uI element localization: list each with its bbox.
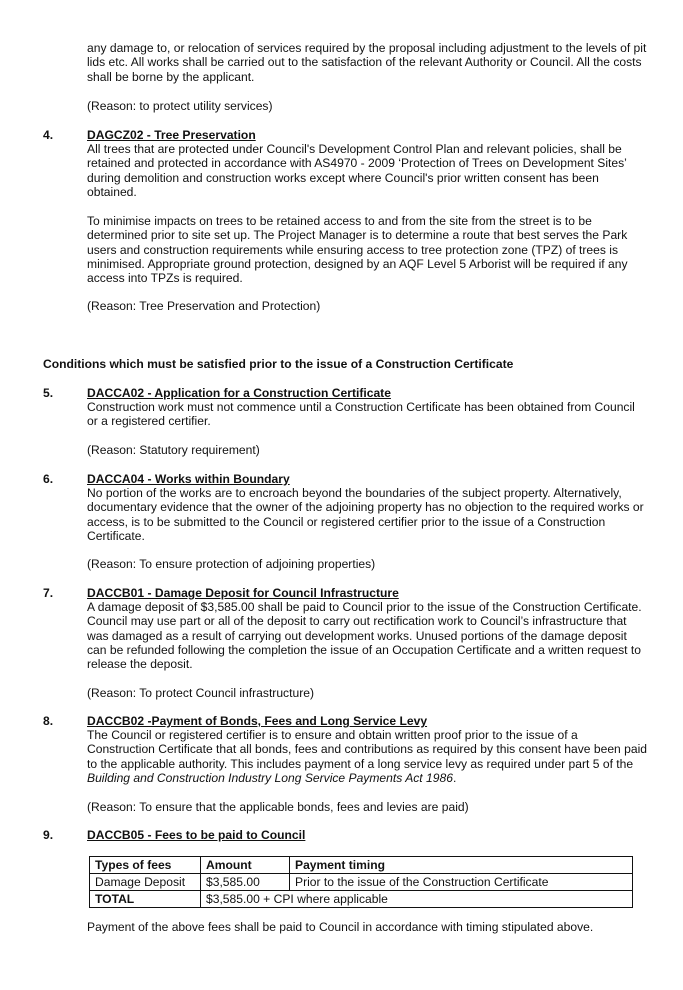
- section-heading: Conditions which must be satisfied prior to the issue of a Construction Certificate: [43, 357, 514, 371]
- condition-6-paragraph: No portion of the works are to encroach beyond the boundaries of the subject property. Alternatively, documentary evidence that the owner of the adjoining property has no objection to the required works or access, is to be submitted to the Council or registered certifier prior to the issue of a Construction Certificate.: [87, 486, 644, 543]
- condition-9-title: DACCB05 - Fees to be paid to Council: [87, 828, 306, 842]
- condition-4-reason: (Reason: Tree Preservation and Protection): [87, 299, 321, 313]
- condition-8-text-end: .: [452, 770, 457, 785]
- condition-8-paragraph: [87, 728, 647, 785]
- condition-8-number: 8.: [43, 714, 54, 728]
- header-types-of-fees: Types of fees: [90, 857, 201, 874]
- intro-paragraph: any damage to, or relocation of services required by the proposal including adjustment to the levels of pit lids etc. All works shall be carried out to the satisfaction of the relevant Authority or Council. All the costs shall be borne by the applicant.: [87, 41, 647, 84]
- condition-6-number: 6.: [43, 472, 54, 486]
- condition-7-title: DACCB01 - Damage Deposit for Council Infrastructure: [87, 586, 399, 600]
- fees-table-header-row: [90, 857, 633, 874]
- condition-4-number: 4.: [43, 128, 54, 142]
- header-payment-timing: Payment timing: [290, 857, 633, 874]
- condition-4-title: DAGCZ02 - Tree Preservation: [87, 128, 256, 142]
- condition-6-reason: (Reason: To ensure protection of adjoining properties): [87, 557, 376, 571]
- table-row: [90, 874, 633, 891]
- cell-payment-timing: Prior to the issue of the Construction Certificate: [290, 874, 633, 891]
- condition-7-number: 7.: [43, 586, 54, 600]
- intro-reason: (Reason: to protect utility services): [87, 99, 273, 113]
- condition-5-number: 5.: [43, 386, 54, 400]
- condition-8-reason: (Reason: To ensure that the applicable bonds, fees and levies are paid): [87, 800, 469, 814]
- condition-5-reason: (Reason: Statutory requirement): [87, 443, 260, 457]
- condition-5-paragraph: Construction work must not commence until a Construction Certificate has been obtained from Council or a registered certifier.: [87, 400, 635, 429]
- fees-table: [89, 856, 633, 908]
- condition-4-paragraph-1: All trees that are protected under Council's Development Control Plan and relevant policies, shall be retained and protected in accordance with AS4970 - 2009 ‘Protection of Trees on Development Sites’ during demolition and construction works except where Council's prior written consent has been obtained.: [87, 142, 627, 199]
- table-total-row: [90, 891, 633, 908]
- condition-5-title: DACCA02 - Application for a Construction Certificate: [87, 386, 391, 400]
- act-name: Building and Construction Industry Long Service Payments Act 1986: [87, 770, 453, 785]
- condition-6-title: DACCA04 - Works within Boundary: [87, 472, 290, 486]
- condition-7-reason: (Reason: To protect Council infrastructure): [87, 686, 314, 700]
- cell-amount: $3,585.00: [201, 874, 290, 891]
- header-amount: Amount: [201, 857, 290, 874]
- condition-7-paragraph: A damage deposit of $3,585.00 shall be paid to Council prior to the issue of the Construction Certificate. Council may use part or all of the deposit to carry out rectification work to Council’s infrastructure that was damaged as a result of carrying out development works. Unused portions of the damage deposit can be refunded following the completion the issue of an Occupation Certificate and a written request to release the deposit.: [87, 600, 642, 672]
- condition-8-title: DACCB02 -Payment of Bonds, Fees and Long Service Levy: [87, 714, 428, 728]
- condition-9-after-text: Payment of the above fees shall be paid to Council in accordance with timing stipulated above.: [87, 920, 594, 934]
- condition-9-number: 9.: [43, 828, 54, 842]
- cell-total-label: TOTAL: [90, 891, 201, 908]
- condition-4-paragraph-2: To minimise impacts on trees to be retained access to and from the site from the street is to be determined prior to site set up. The Project Manager is to determine a route that best serves the Park users and construction requirements while ensuring access to tree protection zone (TPZ) of trees is minimised. Appropriate ground protection, designed by an AQF Level 5 Arborist will be required if any access into TPZs is required.: [87, 214, 628, 286]
- condition-8-text: The Council or registered certifier is to ensure and obtain written proof prior to the issue of a Construction Certificate that all bonds, fees and contributions as required by this consent have been paid to the applicable authority. This includes payment of a long service levy as required under part 5 of the: [87, 728, 648, 771]
- cell-total-value: $3,585.00 + CPI where applicable: [201, 891, 633, 908]
- cell-fee-type: Damage Deposit: [90, 874, 201, 891]
